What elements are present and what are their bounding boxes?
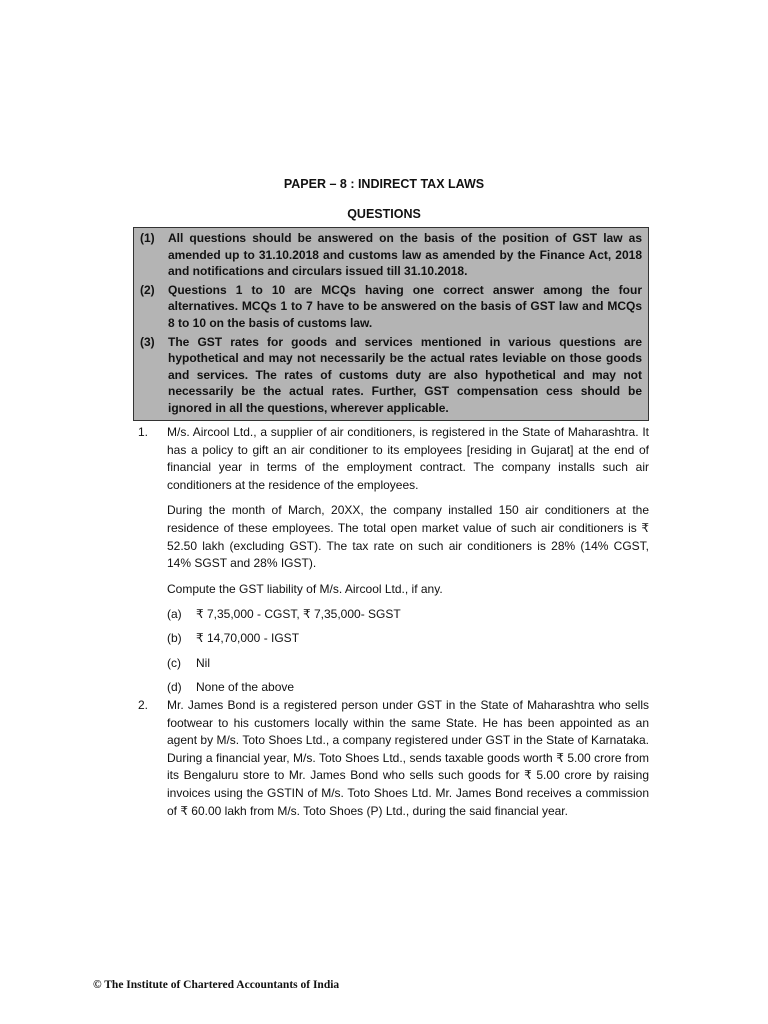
instruction-item [140,282,642,332]
option-label: (d) [167,679,182,694]
instructions-box [133,227,649,421]
option-a [167,606,649,624]
option-text: Nil [196,655,210,670]
footer-copyright: © The Institute of Chartered Accountants of India [93,979,340,991]
paper-title: PAPER – 8 : INDIRECT TAX LAWS [283,177,485,191]
questions-title: QUESTIONS [347,207,421,221]
instruction-item [140,230,642,280]
question-paragraph: During the month of March, 20XX, the company installed 150 air conditioners at the residence of these employees. The total open market value of such air conditioners is ₹ 52.50 lakh (excluding GST). The tax rate on such air conditioners is 28% (14% CGST, 14% SGST and 28% IGST). [167,503,649,571]
option-label: (a) [167,607,182,622]
question-body [167,697,649,820]
question-paragraph: M/s. Aircool Ltd., a supplier of air conditioners, is registered in the State of Maharashtra. It has a policy to gift an air conditioner to its employees [residing in Gujarat] at the end of financial year in terms of the employment contract. The company installs such air conditioners at the residence of the employees. [167,425,649,492]
question-1 [138,424,649,703]
instruction-number: (1) [140,231,155,245]
question-number: 2. [138,698,149,712]
option-text: None of the above [196,679,295,694]
instruction-text: The GST rates for goods and services mentioned in various questions are hypothetical and may not necessarily be the actual rates leviable on those goods and services. The rates of customs duty are also hypothetical and may not necessarily be the actual rates. Further, GST compensation cess should be ignored in all the questions, wherever applicable. [168,334,642,415]
option-label: (b) [167,631,182,646]
option-b [167,630,649,648]
question-2 [138,697,649,828]
instruction-number: (3) [140,334,155,349]
instruction-text: Questions 1 to 10 are MCQs having one correct answer among the four alternatives. MCQs 1 to 7 have to be answered on the basis of GST law and MCQs 8 to 10 on the basis of customs law. [168,282,642,330]
instruction-item [140,334,642,417]
option-text: ₹ 14,70,000 - IGST [196,631,300,646]
instruction-number: (2) [140,282,155,297]
question-prompt: Compute the GST liability of M/s. Aircool Ltd., if any. [167,581,443,596]
option-text: ₹ 7,35,000 - CGST, ₹ 7,35,000- SGST [196,607,401,622]
instruction-text: All questions should be answered on the basis of the position of GST law as amended up to 31.10.2018 and customs law as amended by the Finance Act, 2018 and notifications and circulars issued till 31.10.2018. [168,231,642,279]
option-d [167,679,649,697]
question-paragraph: Mr. James Bond is a registered person under GST in the State of Maharashtra who sells footwear to his customers locally within the same State. He has been appointed as an agent by M/s. Toto Shoes Ltd., a company registered under GST in the State of Karnataka. During a financial year, M/s. Toto Shoes Ltd., sends taxable goods worth ₹ 5.00 crore from its Bengaluru store to Mr. James Bond who sells such goods for ₹ 5.00 crore by raising invoices using the GSTIN of M/s. Toto Shoes Ltd. Mr. James Bond receives a commission of ₹ 60.00 lakh from M/s. Toto Shoes (P) Ltd., during the said financial year. [167,698,649,818]
question-number: 1. [138,425,149,439]
option-label: (c) [167,655,181,670]
question-body [167,424,649,696]
option-c [167,655,649,673]
